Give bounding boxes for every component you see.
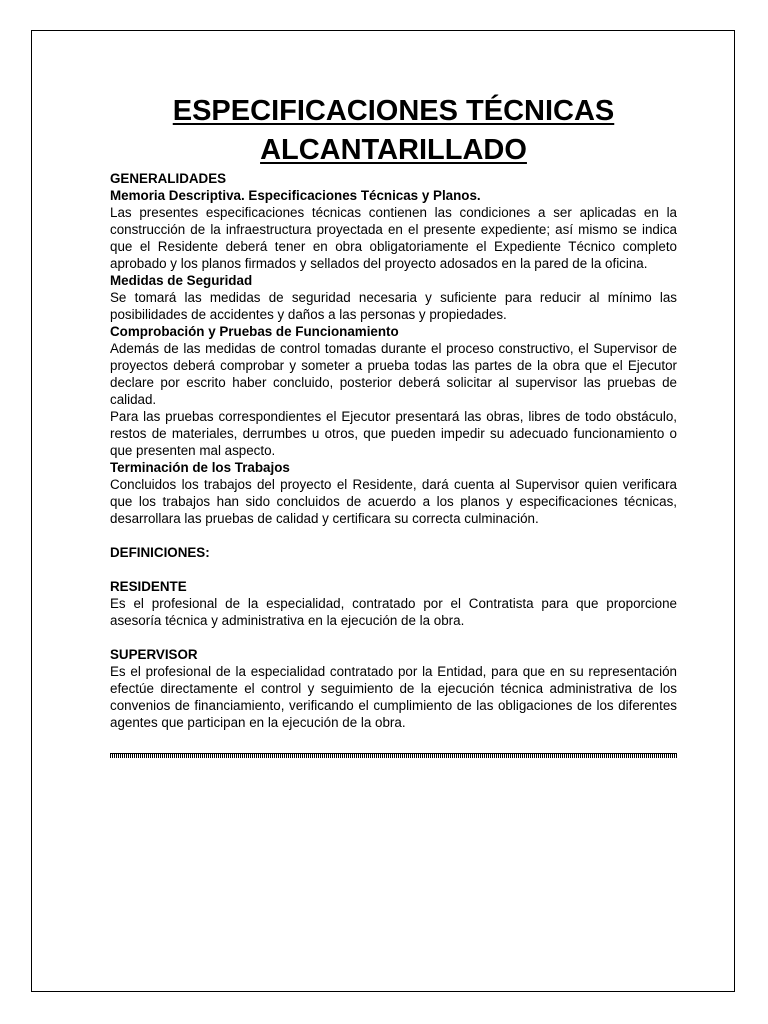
heading-generalidades: GENERALIDADES: [110, 171, 227, 186]
paragraph-seguridad: Se tomará las medidas de seguridad necesaria y suficiente para reducir al mínimo las posibilidades de accidentes y daños a las personas y propiedades.: [110, 290, 677, 322]
heading-definiciones: DEFINICIONES:: [110, 545, 210, 560]
heading-pruebas: Comprobación y Pruebas de Funcionamiento: [110, 324, 399, 339]
paragraph-supervisor: Es el profesional de la especialidad contratado por la Entidad, para que en su representación efectúe directamente el control y seguimiento de la ejecución técnica administrativa de los convenios de financiamiento, verificando el cumplimiento de las obligaciones de los diferentes agentes que participan en la ejecución de la obra.: [110, 664, 677, 730]
title-line-1: ESPECIFICACIONES TÉCNICAS: [172, 95, 615, 127]
paragraph-memoria: Las presentes especificaciones técnicas contienen las condiciones a ser aplicadas en la construcción de la infraestructura proyectada en el presente expediente; así mismo se indica que el Residente deberá tener en obra obligatoriamente el Expediente Técnico completo aprobado y los planos firmados y sellados del proyecto adosados en la pared de la oficina.: [110, 205, 677, 271]
paragraph-pruebas-2: Para las pruebas correspondientes el Ejecutor presentará las obras, libres de todo obstáculo, restos de materiales, derrumbes u otros, que pueden impedir su adecuado funcionamiento o que presenten mal aspecto.: [110, 409, 677, 458]
spacer: [110, 561, 677, 578]
heading-residente: RESIDENTE: [110, 579, 187, 594]
heading-supervisor: SUPERVISOR: [110, 647, 198, 662]
document-content: [110, 92, 677, 758]
heading-seguridad: Medidas de Seguridad: [110, 273, 253, 288]
paragraph-residente: Es el profesional de la especialidad, contratado por el Contratista para que proporcione asesoría técnica y administrativa en la ejecución de la obra.: [110, 596, 677, 628]
heading-terminacion: Terminación de los Trabajos: [110, 460, 290, 475]
spacer: [110, 527, 677, 544]
paragraph-pruebas-1: Además de las medidas de control tomadas durante el proceso constructivo, el Supervisor de proyectos deberá comprobar y someter a prueba todas las partes de la obra que el Ejecutor declare por escrito haber concluido, posterior deberá solicitar al supervisor las pruebas de calidad.: [110, 341, 677, 407]
document-body: [110, 170, 677, 731]
paragraph-terminacion: Concluidos los trabajos del proyecto el Residente, dará cuenta al Supervisor quien verificara que los trabajos han sido concluidos de acuerdo a los planos y especificaciones técnicas, desarrollara las pruebas de calidad y certificara su correcta culminación.: [110, 477, 677, 526]
title-line-2: ALCANTARILLADO: [260, 134, 527, 166]
heading-memoria: Memoria Descriptiva. Especificaciones Técnicas y Planos.: [110, 188, 481, 203]
document-title: [110, 92, 677, 170]
section-divider: [110, 753, 677, 758]
spacer: [110, 629, 677, 646]
